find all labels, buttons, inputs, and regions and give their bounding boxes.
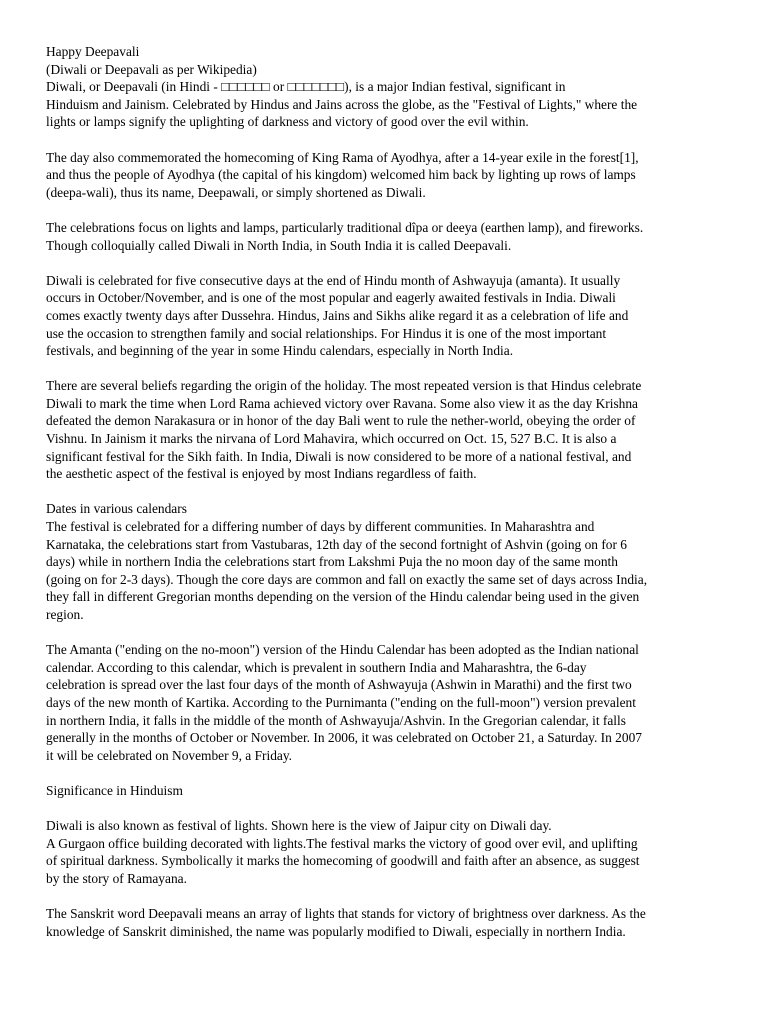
paragraph-line: There are several beliefs regarding the origin of the holiday. The most repeated version is that Hindus celebrate (46, 378, 642, 394)
paragraph-line: A Gurgaon office building decorated with lights.The festival marks the victory of good over evil, and uplifting (46, 835, 638, 851)
paragraph-line: occurs in October/November, and is one of the most popular and eagerly awaited festivals in India. Diwali (46, 290, 616, 306)
paragraph-line: defeated the demon Narakasura or in honor of the day Bali went to rule the nether-world, obeying the order of (46, 413, 636, 429)
paragraph-line: Vishnu. In Jainism it marks the nirvana of Lord Mahavira, which occurred on Oct. 15, 527 B.C. It is also a (46, 431, 617, 447)
paragraph-line: the aesthetic aspect of the festival is enjoyed by most Indians regardless of faith. (46, 466, 477, 482)
paragraph-line: Though colloquially called Diwali in North India, in South India it is called Deepavali. (46, 237, 512, 253)
paragraph-line: of spiritual darkness. Symbolically it marks the homecoming of goodwill and faith after an absence, as suggest (46, 853, 640, 869)
intro-line: Hinduism and Jainism. Celebrated by Hindus and Jains across the globe, as the "Festival of Lights," where the (46, 96, 638, 112)
paragraph-line: days of the new month of Kartika. According to the Purnimanta ("ending on the full-moon") version prevalent (46, 694, 636, 710)
paragraph-line: The festival is celebrated for a differing number of days by different communities. In Maharashtra and (46, 519, 595, 535)
section-dates (46, 500, 722, 623)
paragraph-line: comes exactly twenty days after Dussehra. Hindus, Jains and Sikhs alike regard it as a celebration of life and (46, 307, 629, 323)
paragraph-line: by the story of Ramayana. (46, 870, 187, 886)
paragraph-line: calendar. According to this calendar, which is prevalent in southern India and Maharashtra, the 6-day (46, 659, 587, 675)
paragraph-line: festivals, and beginning of the year in some Hindu calendars, especially in North India. (46, 343, 514, 359)
section-significance-heading (46, 782, 722, 800)
intro-line: lights or lamps signify the uplighting of darkness and victory of good over the evil within. (46, 114, 529, 130)
paragraph-line: The day also commemorated the homecoming of King Rama of Ayodhya, after a 14-year exile in the forest[1], (46, 149, 639, 165)
paragraph-line: Karnataka, the celebrations start from Vastubaras, 12th day of the second fortnight of Ashvin (going on for 6 (46, 536, 627, 552)
paragraph-line: The Sanskrit word Deepavali means an array of lights that stands for victory of brightness over darkness. As the (46, 906, 646, 922)
intro-line: Diwali, or Deepavali (in Hindi - □□□□□□ or □□□□□□□), is a major Indian festival, significant in (46, 79, 566, 95)
paragraph-line: in northern India, it falls in the middle of the month of Ashwayuja/Ashvin. In the Gregorian calendar, it falls (46, 712, 626, 728)
paragraph-lights (46, 219, 722, 254)
paragraph-line: Diwali to mark the time when Lord Rama achieved victory over Ravana. Some also view it as the day Krishna (46, 395, 638, 411)
paragraph-line: The celebrations focus on lights and lamps, particularly traditional dîpa or deeya (earthen lamp), and fireworks. (46, 219, 644, 235)
paragraph-line: they fall in different Gregorian months depending on the version of the Hindu calendar being used in the given (46, 589, 640, 605)
paragraph-line: Diwali is celebrated for five consecutive days at the end of Hindu month of Ashwayuja (amanta). It usually (46, 272, 621, 288)
paragraph-line: region. (46, 607, 84, 622)
paragraph-sanskrit (46, 905, 722, 940)
section-heading-dates: Dates in various calendars (46, 501, 187, 517)
paragraph-significance (46, 817, 722, 887)
paragraph-line: significant festival for the Sikh faith. In India, Diwali is now considered to be more of a national festival, and (46, 448, 632, 464)
paragraph-line: knowledge of Sanskrit diminished, the name was popularly modified to Diwali, especially in northern India. (46, 923, 626, 939)
paragraph-line: The Amanta ("ending on the no-moon") version of the Hindu Calendar has been adopted as the Indian national (46, 642, 639, 658)
paragraph-line: generally in the months of October or November. In 2006, it was celebrated on October 21, a Saturday. In 2007 (46, 730, 642, 746)
paragraph-line: Diwali is also known as festival of lights. Shown here is the view of Jaipur city on Diwali day. (46, 818, 552, 834)
paragraph-homecoming (46, 149, 722, 202)
title-block (46, 43, 722, 131)
paragraph-line: it will be celebrated on November 9, a Friday. (46, 747, 293, 763)
paragraph-five-days (46, 272, 722, 360)
section-heading-significance: Significance in Hinduism (46, 782, 183, 798)
document-body (46, 43, 722, 958)
paragraph-line: celebration is spread over the last four days of the month of Ashwayuja (Ashwin in Marathi) and the first two (46, 677, 632, 693)
paragraph-line: (deepa-wali), thus its name, Deepawali, or simply shortened as Diwali. (46, 184, 426, 200)
paragraph-beliefs (46, 377, 722, 483)
paragraph-amanta (46, 641, 722, 764)
paragraph-line: use the occasion to strengthen family and social relationships. For Hindus it is one of the most important (46, 325, 607, 341)
paragraph-line: days) while in northern India the celebrations start from Lakshmi Puja the no moon day of the same month (46, 554, 618, 570)
paragraph-line: (going on for 2-3 days). Though the core days are common and fall on exactly the same set of days across India, (46, 571, 648, 587)
document-title: Happy Deepavali (46, 44, 140, 59)
paragraph-line: and thus the people of Ayodhya (the capital of his kingdom) welcomed him back by lighting up rows of lamps (46, 167, 636, 183)
document-subtitle: (Diwali or Deepavali as per Wikipedia) (46, 61, 257, 77)
